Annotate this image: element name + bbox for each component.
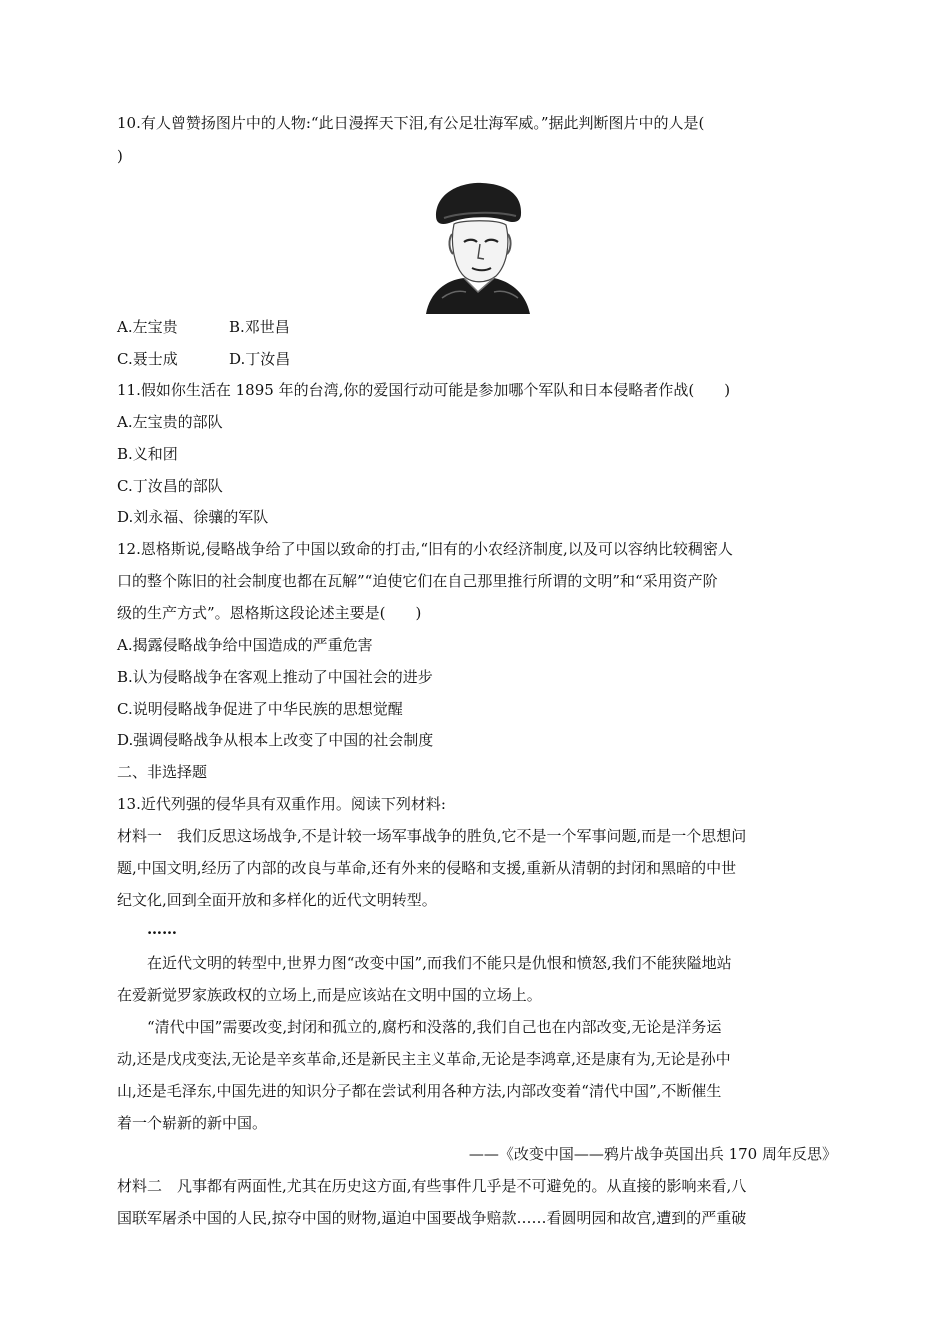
q10-option-c: C.聂士成: [117, 350, 178, 368]
q10-option-b: B.邓世昌: [229, 318, 290, 336]
q10-stem-line1: 10.有人曾赞扬图片中的人物:“此日漫挥天下泪,有公足壮海军威。”据此判断图片中的人是(: [117, 114, 705, 132]
q11-option-d: D.刘永福、徐骧的军队: [117, 508, 269, 526]
q12-option-d: D.强调侵略战争从根本上改变了中国的社会制度: [117, 731, 434, 749]
source-citation: ——《改变中国——鸦片战争英国出兵 170 周年反思》: [468, 1145, 837, 1163]
q10-option-d: D.丁汝昌: [229, 350, 291, 368]
q12-option-a: A.揭露侵略战争给中国造成的严重危害: [117, 636, 373, 654]
paragraph3-line1: “清代中国”需要改变,封闭和孤立的,腐朽和没落的,我们自己也在内部改变,无论是洋务运: [147, 1018, 722, 1036]
q12-stem-line3: 级的生产方式”。恩格斯这段论述主要是( ): [117, 604, 422, 622]
material2-line2: 国联军屠杀中国的人民,掠夺中国的财物,逼迫中国要战争赔款……看圆明园和故宫,遭到的严重破: [117, 1209, 747, 1227]
q10-stem-line2: ): [117, 147, 123, 165]
q11-stem: 11.假如你生活在 1895 年的台湾,你的爱国行动可能是参加哪个军队和日本侵略者作战( ): [117, 381, 731, 399]
q12-option-b: B.认为侵略战争在客观上推动了中国社会的进步: [117, 668, 433, 686]
q10-options-row1: [117, 316, 290, 338]
q12-stem-line2: 口的整个陈旧的社会制度也都在瓦解”“迫使它们在自己那里推行所谓的文明”和“采用资产阶: [117, 572, 718, 590]
paragraph3-line4: 着一个崭新的新中国。: [117, 1114, 268, 1132]
q11-option-a: A.左宝贵的部队: [117, 413, 223, 431]
q10-options-row2: [117, 348, 291, 370]
q13-stem: 13.近代列强的侵华具有双重作用。阅读下列材料:: [117, 795, 446, 813]
paragraph3-line2: 动,还是戊戌变法,无论是辛亥革命,还是新民主主义革命,无论是李鸿章,还是康有为,无论是孙中: [117, 1050, 731, 1068]
section-title: 二、非选择题: [117, 763, 208, 781]
material1-line1: 材料一 我们反思这场战争,不是计较一场军事战争的胜负,它不是一个军事问题,而是一个思想问: [117, 827, 747, 845]
paragraph2-line2: 在爱新觉罗家族政权的立场上,而是应该站在文明中国的立场上。: [117, 986, 542, 1004]
q11-option-b: B.义和团: [117, 445, 178, 463]
paragraph2-line1: 在近代文明的转型中,世界力图“改变中国”,而我们不能只是仇恨和愤怒,我们不能狭隘地站: [147, 954, 732, 972]
q12-stem-line1: 12.恩格斯说,侵略战争给了中国以致命的打击,“旧有的小农经济制度,以及可以容纳比较稠密人: [117, 540, 733, 558]
material2-line1: 材料二 凡事都有两面性,尤其在历史这方面,有些事件几乎是不可避免的。从直接的影响来看,八: [117, 1177, 747, 1195]
ellipsis: ……: [147, 920, 177, 938]
material1-line3: 纪文化,回到全面开放和多样化的近代文明转型。: [117, 891, 437, 909]
q11-option-c: C.丁汝昌的部队: [117, 477, 223, 495]
q10-option-a: A.左宝贵: [117, 318, 178, 336]
q12-option-c: C.说明侵略战争促进了中华民族的思想觉醒: [117, 700, 403, 718]
paragraph3-line3: 山,还是毛泽东,中国先进的知识分子都在尝试利用各种方法,内部改变着“清代中国”,不断催生: [117, 1082, 722, 1100]
material1-line2: 题,中国文明,经历了内部的改良与革命,还有外来的侵略和支援,重新从清朝的封闭和黑暗的中世: [117, 859, 737, 877]
portrait-image: [422, 180, 532, 314]
